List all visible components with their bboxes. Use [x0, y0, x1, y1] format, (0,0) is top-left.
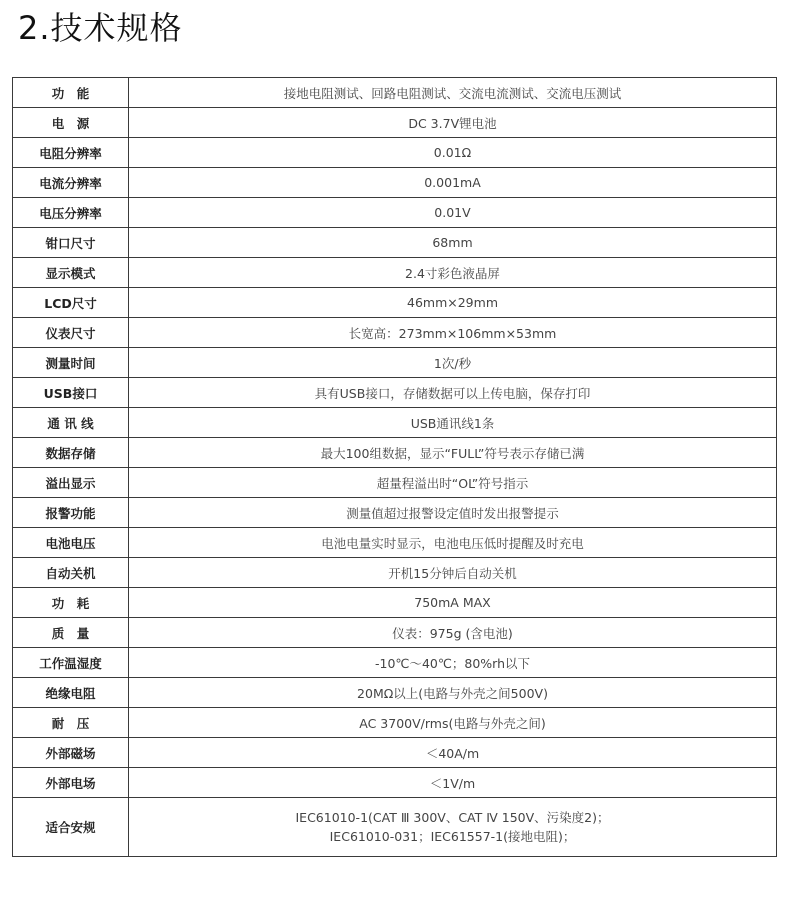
table-row [13, 168, 777, 198]
spec-value: 长宽高：273mm×106mm×53mm [129, 318, 777, 348]
table-row [13, 648, 777, 678]
spec-value: DC 3.7V锂电池 [129, 108, 777, 138]
spec-value: 46mm×29mm [129, 288, 777, 318]
spec-label: 外部电场 [13, 768, 129, 798]
table-row [13, 528, 777, 558]
page-title: 2.技术规格 [18, 9, 183, 47]
spec-label: 显示模式 [13, 258, 129, 288]
table-row [13, 768, 777, 798]
table-row [13, 378, 777, 408]
spec-label: 外部磁场 [13, 738, 129, 768]
spec-label: 适合安规 [13, 798, 129, 857]
spec-label: LCD尺寸 [13, 288, 129, 318]
spec-value: 1次/秒 [129, 348, 777, 378]
spec-label: 测量时间 [13, 348, 129, 378]
spec-value: 超量程溢出时“OL”符号指示 [129, 468, 777, 498]
spec-value: 20MΩ以上(电路与外壳之间500V) [129, 678, 777, 708]
spec-label: 耐 压 [13, 708, 129, 738]
spec-value: 开机15分钟后自动关机 [129, 558, 777, 588]
spec-value-line: IEC61010-031；IEC61557-1(接地电阻)； [329, 829, 576, 844]
spec-label: 数据存储 [13, 438, 129, 468]
spec-value: 接地电阻测试、回路电阻测试、交流电流测试、交流电压测试 [129, 78, 777, 108]
spec-value: 仪表：975g (含电池) [129, 618, 777, 648]
spec-label: 质 量 [13, 618, 129, 648]
spec-label: 自动关机 [13, 558, 129, 588]
table-row [13, 798, 777, 857]
spec-value: AC 3700V/rms(电路与外壳之间) [129, 708, 777, 738]
spec-label: 电 源 [13, 108, 129, 138]
table-row [13, 288, 777, 318]
table-row [13, 258, 777, 288]
spec-value: ＜40A/m [129, 738, 777, 768]
table-row [13, 618, 777, 648]
table-row [13, 108, 777, 138]
spec-value: 0.001mA [129, 168, 777, 198]
spec-label: USB接口 [13, 378, 129, 408]
spec-value-line: IEC61010-1(CAT Ⅲ 300V、CAT Ⅳ 150V、污染度2)； [295, 810, 610, 825]
spec-table [12, 77, 777, 857]
spec-label: 绝缘电阻 [13, 678, 129, 708]
spec-value: 68mm [129, 228, 777, 258]
table-row [13, 558, 777, 588]
spec-value: -10℃～40℃；80%rh以下 [129, 648, 777, 678]
table-row [13, 498, 777, 528]
table-row [13, 138, 777, 168]
spec-label: 钳口尺寸 [13, 228, 129, 258]
spec-value: 最大100组数据，显示“FULL”符号表示存储已满 [129, 438, 777, 468]
table-row [13, 408, 777, 438]
spec-label: 电池电压 [13, 528, 129, 558]
spec-label: 电阻分辨率 [13, 138, 129, 168]
table-row [13, 678, 777, 708]
spec-label: 仪表尺寸 [13, 318, 129, 348]
table-row [13, 228, 777, 258]
spec-value: 0.01V [129, 198, 777, 228]
spec-label: 功 能 [13, 78, 129, 108]
spec-label: 通 讯 线 [13, 408, 129, 438]
spec-label: 电流分辨率 [13, 168, 129, 198]
table-row [13, 438, 777, 468]
spec-value: USB通讯线1条 [129, 408, 777, 438]
spec-label: 电压分辨率 [13, 198, 129, 228]
spec-label: 工作温湿度 [13, 648, 129, 678]
table-row [13, 348, 777, 378]
table-row [13, 738, 777, 768]
spec-value: 2.4寸彩色液晶屏 [129, 258, 777, 288]
spec-label: 溢出显示 [13, 468, 129, 498]
table-row [13, 708, 777, 738]
spec-value: 测量值超过报警设定值时发出报警提示 [129, 498, 777, 528]
table-row [13, 588, 777, 618]
table-row [13, 468, 777, 498]
table-row [13, 78, 777, 108]
spec-value [129, 798, 777, 857]
spec-value: 750mA MAX [129, 588, 777, 618]
table-row [13, 198, 777, 228]
table-row [13, 318, 777, 348]
spec-value: 0.01Ω [129, 138, 777, 168]
spec-label: 功 耗 [13, 588, 129, 618]
spec-label: 报警功能 [13, 498, 129, 528]
spec-value: ＜1V/m [129, 768, 777, 798]
spec-value: 电池电量实时显示，电池电压低时提醒及时充电 [129, 528, 777, 558]
spec-value: 具有USB接口，存储数据可以上传电脑，保存打印 [129, 378, 777, 408]
